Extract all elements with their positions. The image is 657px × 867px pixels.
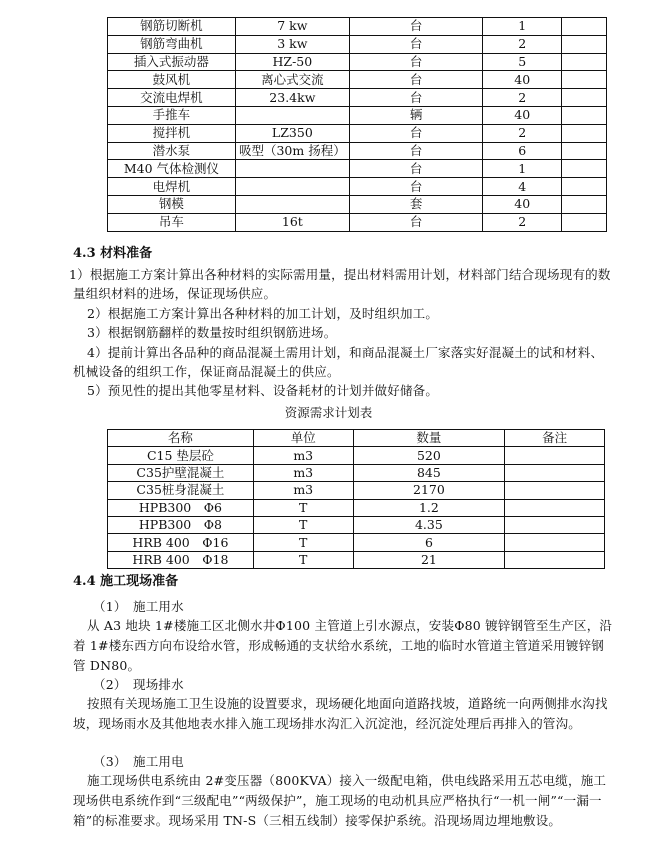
- equipment-unit: 台: [349, 35, 483, 53]
- equipment-remark: [562, 71, 607, 89]
- resource-table: [107, 429, 605, 569]
- equipment-remark: [562, 53, 607, 71]
- resource-unit: m3: [253, 464, 353, 481]
- power-title: （3） 施工用电: [93, 754, 184, 769]
- equipment-unit: 台: [349, 18, 483, 36]
- resource-unit: T: [253, 551, 353, 568]
- resource-qty: 520: [353, 447, 505, 464]
- equipment-name: 潜水泵: [108, 142, 236, 160]
- equipment-unit: 台: [349, 142, 483, 160]
- resource-qty: 2170: [353, 482, 505, 499]
- equipment-qty: 2: [483, 89, 562, 107]
- resource-row: [108, 534, 605, 551]
- resource-unit: T: [253, 499, 353, 516]
- equipment-row: [108, 106, 607, 124]
- resource-qty: 6: [353, 534, 505, 551]
- equipment-qty: 40: [483, 71, 562, 89]
- equipment-row: [108, 195, 607, 213]
- equipment-spec: 离心式交流: [235, 71, 349, 89]
- equipment-unit: 台: [349, 178, 483, 196]
- equipment-name: 钢模: [108, 195, 236, 213]
- equipment-qty: 2: [483, 35, 562, 53]
- equipment-qty: 4: [483, 178, 562, 196]
- equipment-row: [108, 18, 607, 36]
- equipment-row: [108, 213, 607, 231]
- equipment-row: [108, 71, 607, 89]
- resource-name: HRB 400 Φ16: [108, 534, 254, 551]
- equipment-qty: 5: [483, 53, 562, 71]
- material-item-3: 3）根据钢筋翻样的数量按时组织钢筋进场。: [87, 325, 337, 340]
- equipment-name: 吊车: [108, 213, 236, 231]
- equipment-spec: 3 kw: [235, 35, 349, 53]
- resource-name: HPB300 Φ8: [108, 516, 254, 533]
- resource-qty: 4.35: [353, 516, 505, 533]
- resource-name: HPB300 Φ6: [108, 499, 254, 516]
- resource-remark: [505, 499, 605, 516]
- equipment-qty: 40: [483, 195, 562, 213]
- resource-qty: 845: [353, 464, 505, 481]
- equipment-row: [108, 178, 607, 196]
- drainage-text: 按照有关现场施工卫生设施的设置要求，现场硬化地面向道路找坡，道路统一向两侧排水沟找坡，现场雨水及其他地表水排入施工现场排水沟汇入沉淀池，经沉淀处理后再排入的管沟。: [73, 696, 608, 731]
- equipment-unit: 台: [349, 213, 483, 231]
- equipment-unit: 台: [349, 124, 483, 142]
- equipment-remark: [562, 160, 607, 178]
- resource-remark: [505, 516, 605, 533]
- equipment-unit: 台: [349, 53, 483, 71]
- equipment-row: [108, 160, 607, 178]
- header-remark: 备注: [505, 430, 605, 447]
- equipment-row: [108, 142, 607, 160]
- equipment-spec: 吸型（30m 扬程）: [235, 142, 349, 160]
- equipment-table: [107, 17, 607, 232]
- resource-qty: 1.2: [353, 499, 505, 516]
- material-item-4: 4）提前计算出各品种的商品混凝土需用计划，和商品混凝土厂家落实好混凝土的试和材料、机械设备的组织工作，保证商品混凝土的供应。: [73, 345, 604, 379]
- material-item-5: 5）预见性的提出其他零星材料、设备耗材的计划并做好储备。: [87, 383, 439, 398]
- equipment-unit: 套: [349, 195, 483, 213]
- equipment-qty: 40: [483, 106, 562, 124]
- equipment-spec: LZ350: [235, 124, 349, 142]
- equipment-name: 电焊机: [108, 178, 236, 196]
- equipment-qty: 1: [483, 18, 562, 36]
- resource-unit: T: [253, 534, 353, 551]
- resource-qty: 21: [353, 551, 505, 568]
- resource-row: [108, 447, 605, 464]
- equipment-unit: 台: [349, 160, 483, 178]
- equipment-name: M40 气体检测仪: [108, 160, 236, 178]
- equipment-remark: [562, 178, 607, 196]
- resource-remark: [505, 534, 605, 551]
- equipment-spec: [235, 178, 349, 196]
- equipment-name: 钢筋切断机: [108, 18, 236, 36]
- resource-row: [108, 516, 605, 533]
- equipment-remark: [562, 89, 607, 107]
- resource-remark: [505, 482, 605, 499]
- equipment-qty: 1: [483, 160, 562, 178]
- equipment-row: [108, 89, 607, 107]
- equipment-name: 搅拌机: [108, 124, 236, 142]
- resource-table-caption: 资源需求计划表: [284, 405, 373, 420]
- resource-unit: m3: [253, 447, 353, 464]
- equipment-row: [108, 53, 607, 71]
- equipment-unit: 辆: [349, 106, 483, 124]
- equipment-name: 鼓风机: [108, 71, 236, 89]
- resource-row: [108, 464, 605, 481]
- equipment-remark: [562, 18, 607, 36]
- drainage-title: （2） 现场排水: [93, 677, 184, 692]
- header-name: 名称: [108, 430, 254, 447]
- equipment-name: 钢筋弯曲机: [108, 35, 236, 53]
- equipment-name: 插入式振动器: [108, 53, 236, 71]
- equipment-row: [108, 124, 607, 142]
- resource-name: C15 垫层砼: [108, 447, 254, 464]
- equipment-spec: [235, 195, 349, 213]
- equipment-name: 手推车: [108, 106, 236, 124]
- equipment-remark: [562, 195, 607, 213]
- equipment-spec: 23.4kw: [235, 89, 349, 107]
- resource-table-header: [108, 430, 605, 447]
- section-heading-4-4: 4.4 施工现场准备: [73, 574, 179, 589]
- material-item-2: 2）根据施工方案计算出各种材料的加工计划，及时组织加工。: [87, 306, 439, 321]
- water-supply-title: （1） 施工用水: [93, 599, 184, 614]
- power-text: 施工现场供电系统由 2#变压器（800KVA）接入一级配电箱，供电线路采用五芯电缆，施工现场供电系统作到“三级配电”“两级保护”，施工现场的电动机具应严格执行“一机一闸”“一漏一箱”的标准要求。现场采用 TN-S（三相五线制）接零保护系统。沿现场周边埋地敷设。: [73, 773, 607, 828]
- resource-unit: m3: [253, 482, 353, 499]
- equipment-remark: [562, 142, 607, 160]
- resource-name: C35护壁混凝土: [108, 464, 254, 481]
- resource-name: C35桩身混凝土: [108, 482, 254, 499]
- resource-remark: [505, 464, 605, 481]
- equipment-unit: 台: [349, 71, 483, 89]
- equipment-remark: [562, 35, 607, 53]
- equipment-spec: [235, 160, 349, 178]
- resource-remark: [505, 447, 605, 464]
- resource-row: [108, 551, 605, 568]
- header-quantity: 数量: [353, 430, 505, 447]
- equipment-row: [108, 35, 607, 53]
- equipment-qty: 2: [483, 213, 562, 231]
- section-heading-4-3: 4.3 材料准备: [73, 246, 153, 261]
- equipment-spec: HZ-50: [235, 53, 349, 71]
- resource-row: [108, 499, 605, 516]
- equipment-name: 交流电焊机: [108, 89, 236, 107]
- header-unit: 单位: [253, 430, 353, 447]
- material-item-1: 1）根据施工方案计算出各种材料的实际需用量，提出材料需用计划，材料部门结合现场现有的数量组织材料的进场，保证现场供应。: [69, 267, 611, 301]
- equipment-remark: [562, 106, 607, 124]
- equipment-spec: 7 kw: [235, 18, 349, 36]
- resource-remark: [505, 551, 605, 568]
- equipment-qty: 6: [483, 142, 562, 160]
- equipment-remark: [562, 213, 607, 231]
- resource-row: [108, 482, 605, 499]
- resource-name: HRB 400 Φ18: [108, 551, 254, 568]
- equipment-spec: [235, 106, 349, 124]
- equipment-unit: 台: [349, 89, 483, 107]
- equipment-spec: 16t: [235, 213, 349, 231]
- equipment-qty: 2: [483, 124, 562, 142]
- water-supply-text: 从 A3 地块 1#楼施工区北侧水井Φ100 主管道上引水源点，安装Φ80 镀锌钢管至生产区，沿着 1#楼东西方向布设给水管，形成畅通的支状给水系统，工地的临时水管道主管道采用镀锌钢管 DN80。: [73, 618, 613, 673]
- equipment-remark: [562, 124, 607, 142]
- resource-unit: T: [253, 516, 353, 533]
